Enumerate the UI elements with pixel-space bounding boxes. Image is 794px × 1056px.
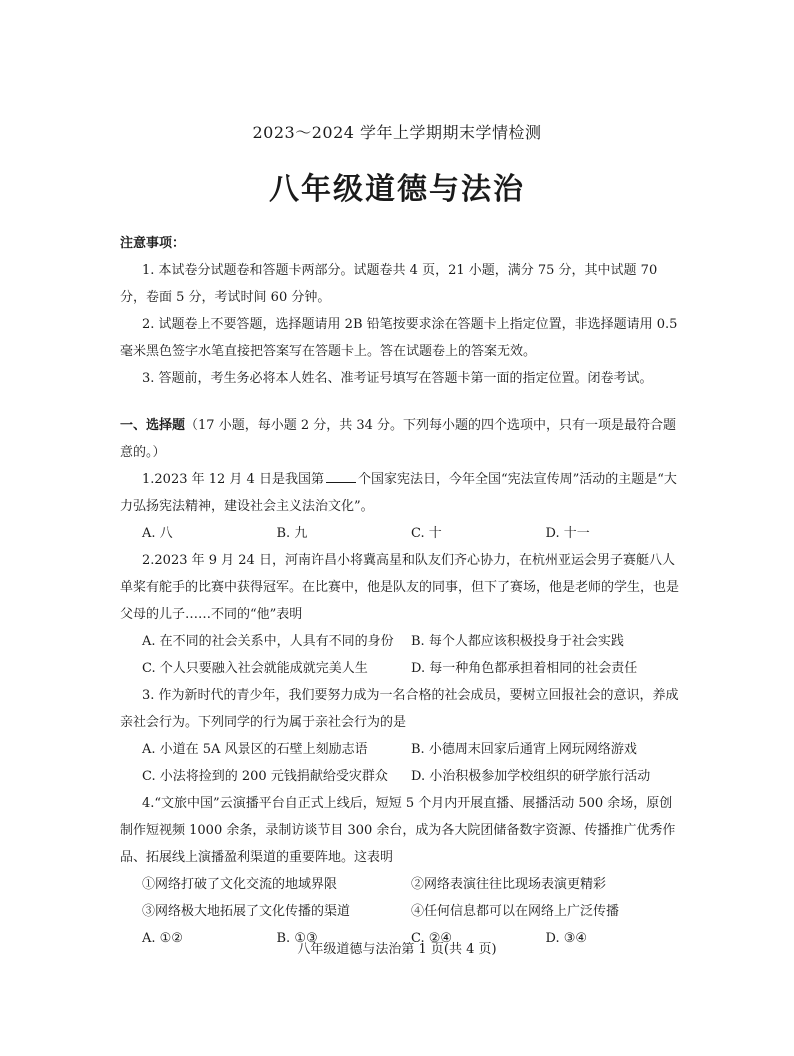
- options-row: [120, 628, 680, 655]
- options-row: [120, 736, 680, 763]
- options-row: [120, 763, 680, 790]
- question-stem-part: 1.2023 年 12 月 4 日是我国第: [142, 472, 324, 487]
- option: A. ①②: [142, 931, 183, 946]
- notice-item: 2. 试题卷上不要答题，选择题请用 2B 铅笔按要求涂在答题卡上指定位置，非选择题请用 0.5 毫米黑色签字水笔直接把答案写在答题卡上。答在试题卷上的答案无效。: [120, 317, 678, 359]
- exam-title: 八年级道德与法治: [269, 172, 525, 207]
- option: D. ③④: [545, 931, 588, 946]
- notice-item: 3. 答题前，考生务必将本人姓名、准考证号填写在答题卡第一面的指定位置。闭卷考试。: [142, 371, 653, 386]
- option: C. 小法将捡到的 200 元钱捐献给受灾群众: [142, 769, 388, 784]
- question-stem: 4.“文旅中国”云演播平台自正式上线后，短短 5 个月内开展直播、展播活动 500 余场，原创制作短视频 1000 余条，录制访谈节目 300 余台，成为各大院团储备数字资源、传播推广优秀作品、拓展线上演播盈利渠道的重要阵地。这表明: [120, 796, 676, 865]
- section-label: 一、选择题: [120, 418, 186, 433]
- option: A. 八: [142, 526, 173, 541]
- statements-row: [120, 871, 680, 898]
- section-heading: [120, 412, 680, 466]
- statement: ②网络表演往往比现场表演更精彩: [411, 877, 607, 892]
- option: C. 十: [411, 526, 442, 541]
- option: A. 小道在 5A 风景区的石壁上刻励志语: [142, 742, 368, 757]
- statements-row: [120, 898, 680, 925]
- option: B. 九: [276, 526, 308, 541]
- answer-blank: [326, 468, 356, 483]
- statement: ③网络极大地拓展了文化传播的渠道: [142, 904, 351, 919]
- question-stem: [120, 466, 680, 520]
- options-row: [120, 520, 680, 547]
- statement: ①网络打破了文化交流的地域界限: [142, 877, 338, 892]
- option: B. 小德周末回家后通宵上网玩网络游戏: [411, 742, 637, 757]
- page-footer: 八年级道德与法治第 1 页(共 4 页): [297, 942, 497, 957]
- notice-heading: 注意事项：: [120, 236, 186, 251]
- question-stem-part: 个国家宪法日，今年全国“宪法宣传周”活动的主题是“大力弘扬宪法精神，建设社会主义法治文化”。: [120, 472, 677, 514]
- option: B. ①③: [276, 931, 318, 946]
- exam-subtitle: 2023～2024 学年上学期期末学情检测: [252, 123, 542, 142]
- option: D. 十一: [545, 526, 590, 541]
- statement: ④任何信息都可以在网络上广泛传播: [411, 904, 620, 919]
- option: D. 每一种角色都承担着相同的社会责任: [411, 661, 638, 676]
- option: C. ②④: [411, 931, 453, 946]
- option: D. 小治积极参加学校组织的研学旅行活动: [411, 769, 651, 784]
- question-section: [120, 412, 680, 952]
- option: B. 每个人都应该积极投身于社会实践: [411, 634, 624, 649]
- question-stem: 3. 作为新时代的青少年，我们要努力成为一名合格的社会成员，要树立回报社会的意识，养成亲社会行为。下列同学的行为属于亲社会行为的是: [120, 688, 679, 730]
- question-stem: 2.2023 年 9 月 24 日，河南许昌小将冀高星和队友们齐心协力，在杭州亚运会男子赛艇八人单桨有舵手的比赛中获得冠军。在比赛中，他是队友的同事，但下了赛场，他是老师的学生，也是父母的儿子……不同的“他”表明: [120, 553, 680, 622]
- options-row: [120, 655, 680, 682]
- section-description: （17 小题，每小题 2 分，共 34 分。下列每小题的四个选项中，只有一项是最符合题意的。）: [120, 418, 677, 460]
- notice-item: 1. 本试卷分试题卷和答题卡两部分。试题卷共 4 页，21 小题，满分 75 分，其中试题 70 分，卷面 5 分，考试时间 60 分钟。: [120, 263, 658, 305]
- option: A. 在不同的社会关系中，人具有不同的身份: [142, 634, 394, 649]
- notice-section: [120, 230, 680, 392]
- option: C. 个人只要融入社会就能成就完美人生: [142, 661, 368, 676]
